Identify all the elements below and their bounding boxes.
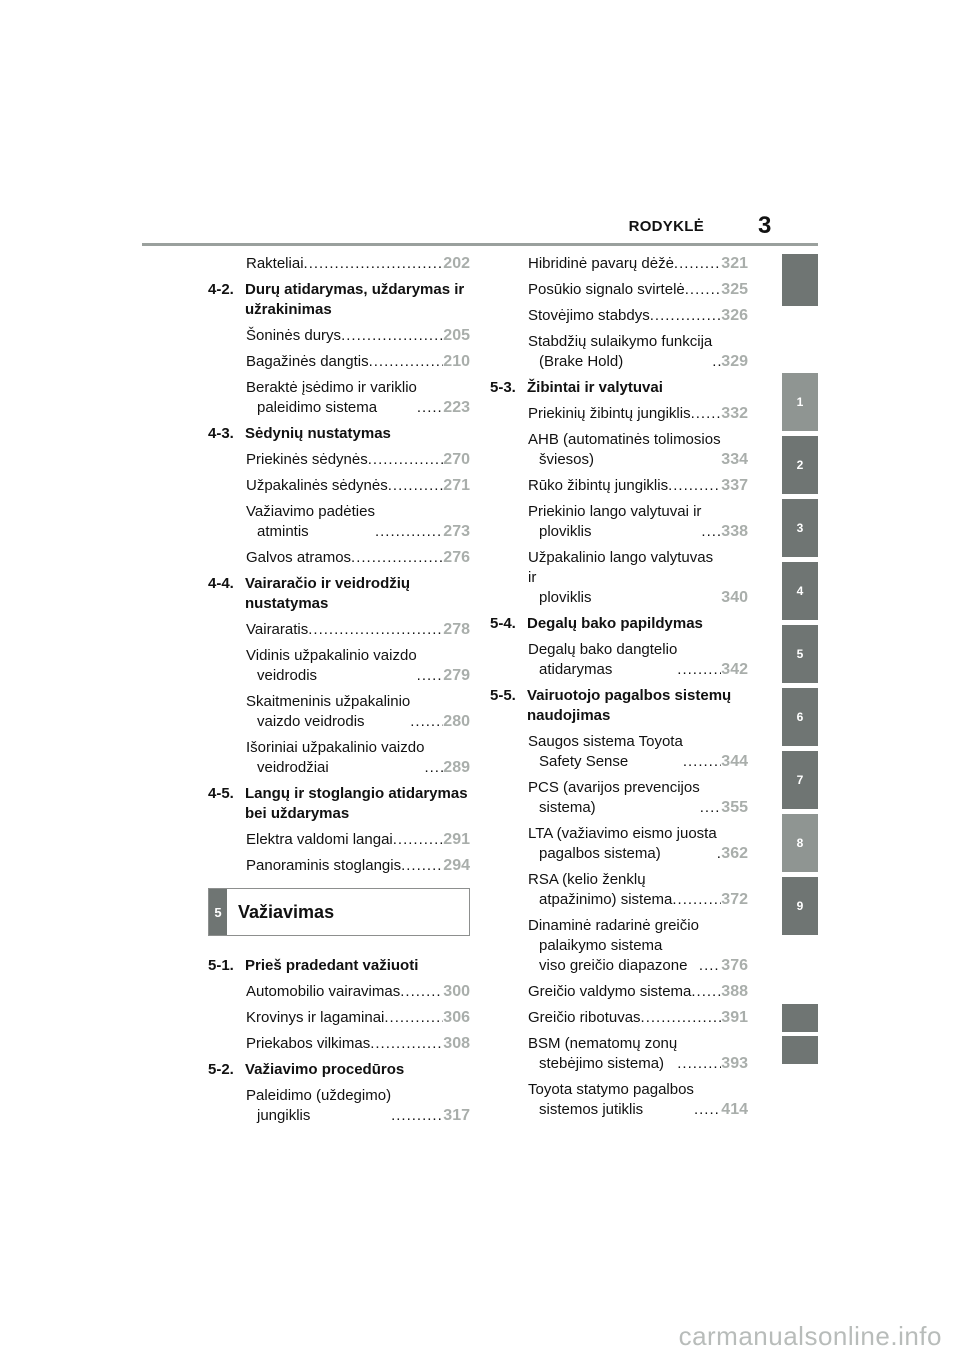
toc-section-heading — [208, 956, 470, 976]
toc-entry[interactable] — [246, 738, 470, 778]
entry-page-number[interactable]: 279 — [443, 667, 470, 684]
toc-entry[interactable] — [528, 778, 748, 818]
toc-entry[interactable] — [246, 692, 470, 732]
dot-leader — [308, 623, 443, 637]
section-title: Žibintai ir valytuvai — [527, 379, 663, 396]
toc-section-heading — [208, 1060, 470, 1080]
entry-page-number[interactable]: 326 — [721, 307, 748, 324]
entry-text-continued: vaizdo veidrodis — [257, 713, 365, 730]
entry-text: Panoraminis stoglangis — [246, 857, 402, 874]
entry-text: AHB (automatinės tolimosios — [528, 431, 721, 448]
dot-leader — [694, 1103, 721, 1117]
tab-chapter-2[interactable]: 2 — [782, 436, 818, 494]
tab-chapter-9[interactable]: 9 — [782, 877, 818, 935]
entry-text: PCS (avarijos prevencijos — [528, 779, 700, 796]
entry-text: Priekinio lango valytuvai ir — [528, 503, 702, 520]
section-title: Langų ir stoglangio atidarymas bei uždarymas — [245, 785, 468, 822]
section-title: Degalų bako papildymas — [527, 615, 703, 632]
toc-entry[interactable] — [528, 430, 748, 470]
entry-text-continued: paleidimo sistema — [257, 399, 378, 416]
tab-chapter-4[interactable]: 4 — [782, 562, 818, 620]
entry-text: Posūkio signalo svirtelė — [528, 281, 685, 298]
entry-page-number[interactable]: 271 — [443, 477, 470, 494]
section-number: 5-2. — [208, 1061, 234, 1078]
section-title: Važiavimo procedūros — [245, 1061, 405, 1078]
toc-entry[interactable] — [528, 404, 748, 424]
dot-leader — [701, 525, 721, 539]
entry-text-continued: sistemos jutiklis — [539, 1101, 644, 1118]
dot-leader — [691, 985, 721, 999]
entry-text: BSM (nematomų zonų — [528, 1035, 678, 1052]
entry-text: Rūko žibintų jungiklis — [528, 477, 669, 494]
toc-entry[interactable] — [528, 1034, 748, 1074]
entry-text-block — [528, 404, 691, 424]
entry-text: Vairaratis — [246, 621, 309, 638]
entry-text-continued: stebėjimo sistema) — [539, 1055, 665, 1072]
dot-leader — [677, 663, 721, 677]
entry-text-continued: veidrodis — [257, 667, 318, 684]
dot-leader — [375, 525, 443, 539]
entry-text: Užpakalinio lango valytuvas ir — [528, 549, 714, 586]
entry-text: Dinaminė radarinė greičio — [528, 917, 699, 934]
entry-page-number[interactable]: 273 — [443, 523, 470, 540]
toc-entry[interactable] — [528, 824, 748, 864]
entry-page-number[interactable]: 342 — [721, 661, 748, 678]
chapter-heading — [208, 888, 470, 936]
entry-text-block — [528, 306, 650, 326]
section-number: 5-5. — [490, 687, 516, 704]
toc-entry[interactable] — [528, 306, 748, 326]
section-title: Durų atidarymas, uždarymas ir užrakinimas — [245, 281, 465, 318]
entry-page-number[interactable]: 291 — [443, 831, 470, 848]
entry-page-number[interactable]: 289 — [443, 759, 470, 776]
dot-leader — [388, 479, 444, 493]
toc-entry[interactable] — [528, 548, 748, 608]
entry-text-block — [246, 502, 375, 542]
entry-text-block — [528, 476, 668, 496]
entry-page-number[interactable]: 223 — [443, 399, 470, 416]
entry-text: Priekinių žibintų jungiklis — [528, 405, 691, 422]
section-number: 5-1. — [208, 957, 234, 974]
entry-page-number[interactable]: 340 — [721, 589, 748, 606]
dot-leader — [712, 355, 721, 369]
entry-text-block — [246, 378, 417, 418]
entry-text-continued: jungiklis — [257, 1107, 311, 1124]
entry-text-block — [246, 476, 388, 496]
entry-page-number[interactable]: 393 — [721, 1055, 748, 1072]
entry-text-block — [246, 1034, 370, 1054]
entry-text: Elektra valdomi langai — [246, 831, 393, 848]
section-number: 5-3. — [490, 379, 516, 396]
dot-leader — [401, 859, 443, 873]
entry-page-number[interactable]: 321 — [721, 255, 748, 272]
entry-page-number[interactable]: 338 — [721, 523, 748, 540]
section-number: 4-4. — [208, 575, 234, 592]
entry-text-continued: ploviklis — [539, 523, 592, 540]
dot-leader — [391, 1109, 443, 1123]
entry-text-block — [528, 430, 721, 470]
entry-text-block — [246, 352, 369, 372]
toc-entry[interactable] — [246, 352, 470, 372]
entry-page-number[interactable]: 276 — [443, 549, 470, 566]
dot-leader — [699, 959, 721, 973]
entry-text: Vidinis užpakalinio vaizdo — [246, 647, 417, 664]
entry-text-block — [528, 502, 701, 542]
section-number: 4-5. — [208, 785, 234, 802]
entry-text-continued: palaikymo sistema — [539, 937, 663, 954]
toc-section-heading — [490, 686, 748, 726]
dot-leader — [400, 985, 443, 999]
entry-page-number[interactable]: 372 — [721, 891, 748, 908]
entry-page-number[interactable]: 294 — [443, 857, 470, 874]
entry-text-block — [528, 1080, 694, 1120]
entry-text: Saugos sistema Toyota — [528, 733, 683, 750]
toc-entry[interactable] — [528, 502, 748, 542]
entry-page-number[interactable]: 278 — [443, 621, 470, 638]
entry-page-number[interactable]: 355 — [721, 799, 748, 816]
entry-text: Važiavimo padėties — [246, 503, 375, 520]
entry-text-block — [246, 326, 341, 346]
dot-leader — [683, 755, 721, 769]
toc-entry[interactable] — [246, 476, 470, 496]
entry-text: Paleidimo (uždegimo) — [246, 1087, 392, 1104]
toc-right-column — [490, 254, 748, 1126]
toc-entry[interactable] — [246, 378, 470, 418]
entry-text-block — [528, 824, 717, 864]
entry-text-block — [246, 1086, 391, 1126]
entry-page-number[interactable]: 362 — [721, 845, 748, 862]
entry-text: Priekinės sėdynės — [246, 451, 368, 468]
dot-leader — [700, 801, 722, 815]
dot-leader — [417, 669, 444, 683]
entry-text-block — [528, 982, 691, 1002]
toc-entry[interactable] — [528, 1080, 748, 1120]
tab-chapter-1[interactable]: 1 — [782, 373, 818, 431]
toc-entry[interactable] — [246, 326, 470, 346]
entry-page-number[interactable]: 325 — [721, 281, 748, 298]
toc-entry[interactable] — [528, 870, 748, 910]
entry-text: Galvos atramos — [246, 549, 352, 566]
section-number: 5-4. — [490, 615, 516, 632]
entry-text-block — [246, 982, 400, 1002]
tab-chapter-5[interactable]: 5 — [782, 625, 818, 683]
entry-text: LTA (važiavimo eismo juosta — [528, 825, 717, 842]
entry-text: Užpakalinės sėdynės — [246, 477, 388, 494]
dot-leader — [677, 1057, 721, 1071]
toc-entry[interactable] — [246, 502, 470, 542]
entry-text-block — [528, 778, 700, 818]
entry-page-number[interactable]: 280 — [443, 713, 470, 730]
entry-text: Bagažinės dangtis — [246, 353, 369, 370]
dot-leader — [410, 715, 443, 729]
entry-text-block — [528, 548, 721, 608]
toc-section-heading — [208, 280, 470, 320]
entry-text-continued: atpažinimo) sistema — [539, 891, 673, 908]
entry-page-number[interactable]: 334 — [721, 451, 748, 468]
entry-text-continued: veidrodžiai — [257, 759, 329, 776]
entry-text-block — [528, 254, 674, 274]
chapter-number: 5 — [209, 889, 227, 935]
entry-text-continued: sistema) — [539, 799, 596, 816]
toc-entry[interactable] — [246, 450, 470, 470]
entry-page-number[interactable]: 337 — [721, 477, 748, 494]
entry-text-continued: (Brake Hold) — [539, 353, 624, 370]
entry-text-continued: atmintis — [257, 523, 309, 540]
entry-text-block — [246, 830, 393, 850]
tab-back-matter-1[interactable] — [782, 1004, 818, 1032]
dot-leader — [668, 479, 721, 493]
entry-page-number[interactable]: 376 — [721, 957, 748, 974]
entry-text-block — [528, 732, 683, 772]
chapter-title: Važiavimas — [238, 901, 335, 922]
entry-page-number[interactable]: 306 — [443, 1009, 470, 1026]
toc-left-column — [208, 254, 470, 1132]
entry-text-block — [528, 332, 712, 372]
dot-leader — [672, 893, 721, 907]
entry-text: Išoriniai užpakalinio vaizdo — [246, 739, 425, 756]
entry-page-number[interactable]: 388 — [721, 983, 748, 1000]
entry-text: Krovinys ir lagaminai — [246, 1009, 385, 1026]
toc-section-heading — [208, 784, 470, 824]
dot-leader — [650, 309, 722, 323]
section-title: Sėdynių nustatymas — [245, 425, 391, 442]
entry-text-block — [528, 916, 699, 976]
dot-leader — [417, 401, 443, 415]
entry-page-number[interactable]: 270 — [443, 451, 470, 468]
dot-leader — [674, 257, 721, 271]
entry-text: Toyota statymo pagalbos — [528, 1081, 694, 1098]
toc-entry[interactable] — [246, 254, 470, 274]
entry-page-number[interactable]: 300 — [443, 983, 470, 1000]
toc-entry[interactable] — [246, 856, 470, 876]
entry-page-number[interactable]: 414 — [721, 1101, 748, 1118]
dot-leader — [370, 1037, 443, 1051]
entry-text-block — [528, 870, 672, 910]
toc-entry[interactable] — [246, 1008, 470, 1028]
toc-entry[interactable] — [246, 830, 470, 850]
dot-leader — [368, 453, 444, 467]
tab-chapter-8[interactable]: 8 — [782, 814, 818, 872]
entry-text-continued: ploviklis — [539, 589, 592, 606]
section-title: Prieš pradedant važiuoti — [245, 957, 419, 974]
entry-text: Šoninės durys — [246, 327, 342, 344]
toc-entry[interactable] — [246, 548, 470, 568]
dot-leader — [393, 833, 444, 847]
entry-text: Stabdžių sulaikymo funkcija — [528, 333, 713, 350]
entry-text-block — [528, 280, 685, 300]
entry-text: Rakteliai — [246, 255, 304, 272]
entry-page-number[interactable]: 329 — [721, 353, 748, 370]
entry-text-block — [528, 640, 677, 680]
entry-text-block — [246, 254, 304, 274]
entry-page-number[interactable]: 391 — [721, 1009, 748, 1026]
toc-entry[interactable] — [246, 646, 470, 686]
entry-text: Stovėjimo stabdys — [528, 307, 650, 324]
entry-text-block — [246, 692, 410, 732]
tab-front-matter[interactable] — [782, 254, 818, 306]
entry-text: Beraktė įsėdimo ir variklio — [246, 379, 417, 396]
toc-section-heading — [490, 378, 748, 398]
entry-text: Skaitmeninis užpakalinio — [246, 693, 411, 710]
dot-leader — [369, 355, 444, 369]
toc-entry[interactable] — [528, 916, 748, 976]
header-rule — [142, 243, 818, 246]
tab-chapter-7[interactable]: 7 — [782, 751, 818, 809]
entry-text: Automobilio vairavimas — [246, 983, 401, 1000]
toc-entry[interactable] — [528, 1008, 748, 1028]
entry-page-number[interactable]: 205 — [443, 327, 470, 344]
entry-text-block — [246, 548, 351, 568]
section-title: Vairaračio ir veidrodžių nustatymas — [245, 575, 411, 612]
entry-text: Greičio ribotuvas — [528, 1009, 641, 1026]
entry-page-number[interactable]: 344 — [721, 753, 748, 770]
header-title: RODYKLĖ — [628, 218, 704, 235]
toc-entry[interactable] — [528, 280, 748, 300]
entry-text-continued: Safety Sense — [539, 753, 629, 770]
toc-section-heading — [490, 614, 748, 634]
entry-text: Greičio valdymo sistema — [528, 983, 692, 1000]
entry-page-number[interactable]: 210 — [443, 353, 470, 370]
dot-leader — [424, 761, 443, 775]
dot-leader — [691, 407, 722, 421]
tab-chapter-6[interactable]: 6 — [782, 688, 818, 746]
entry-text-continued: šviesos) — [539, 451, 595, 468]
tab-chapter-3[interactable]: 3 — [782, 499, 818, 557]
entry-text: Degalų bako dangtelio — [528, 641, 678, 658]
toc-entry[interactable] — [528, 476, 748, 496]
section-number: 4-3. — [208, 425, 234, 442]
entry-text-block — [528, 1034, 677, 1074]
entry-text-block — [246, 738, 424, 778]
entry-page-number[interactable]: 202 — [443, 255, 470, 272]
entry-text-continued: viso greičio diapazone — [539, 957, 688, 974]
entry-text-block — [246, 646, 417, 686]
dot-leader — [641, 1011, 722, 1025]
entry-text: Hibridinė pavarų dėžė — [528, 255, 674, 272]
toc-entry[interactable] — [528, 332, 748, 372]
dot-leader — [351, 551, 443, 565]
entry-page-number[interactable]: 317 — [443, 1107, 470, 1124]
entry-text: Priekabos vilkimas — [246, 1035, 371, 1052]
toc-entry[interactable] — [528, 254, 748, 274]
entry-text-continued: pagalbos sistema) — [539, 845, 661, 862]
entry-text: RSA (kelio ženklų — [528, 871, 646, 888]
section-number: 4-2. — [208, 281, 234, 298]
toc-section-heading — [208, 424, 470, 444]
toc-entry[interactable] — [528, 732, 748, 772]
page-number: 3 — [758, 212, 772, 239]
dot-leader — [685, 283, 722, 297]
entry-text-block — [246, 450, 368, 470]
toc-entry[interactable] — [246, 620, 470, 640]
dot-leader — [304, 257, 444, 271]
entry-page-number[interactable]: 332 — [721, 405, 748, 422]
entry-text-block — [246, 1008, 384, 1028]
entry-text-block — [528, 1008, 641, 1028]
toc-entry[interactable] — [528, 640, 748, 680]
toc-entry[interactable] — [246, 1086, 470, 1126]
toc-entry[interactable] — [528, 982, 748, 1002]
entry-page-number[interactable]: 308 — [443, 1035, 470, 1052]
entry-text-block — [246, 620, 308, 640]
dot-leader — [341, 329, 443, 343]
entry-text-continued: atidarymas — [539, 661, 613, 678]
entry-text-block — [246, 856, 401, 876]
watermark: carmanualsonline.info — [678, 1321, 942, 1351]
section-title: Vairuotojo pagalbos sistemų naudojimas — [527, 687, 732, 724]
toc-section-heading — [208, 574, 470, 614]
toc-entry[interactable] — [246, 982, 470, 1002]
toc-entry[interactable] — [246, 1034, 470, 1054]
dot-leader — [384, 1011, 443, 1025]
tab-back-matter-2[interactable] — [782, 1036, 818, 1064]
